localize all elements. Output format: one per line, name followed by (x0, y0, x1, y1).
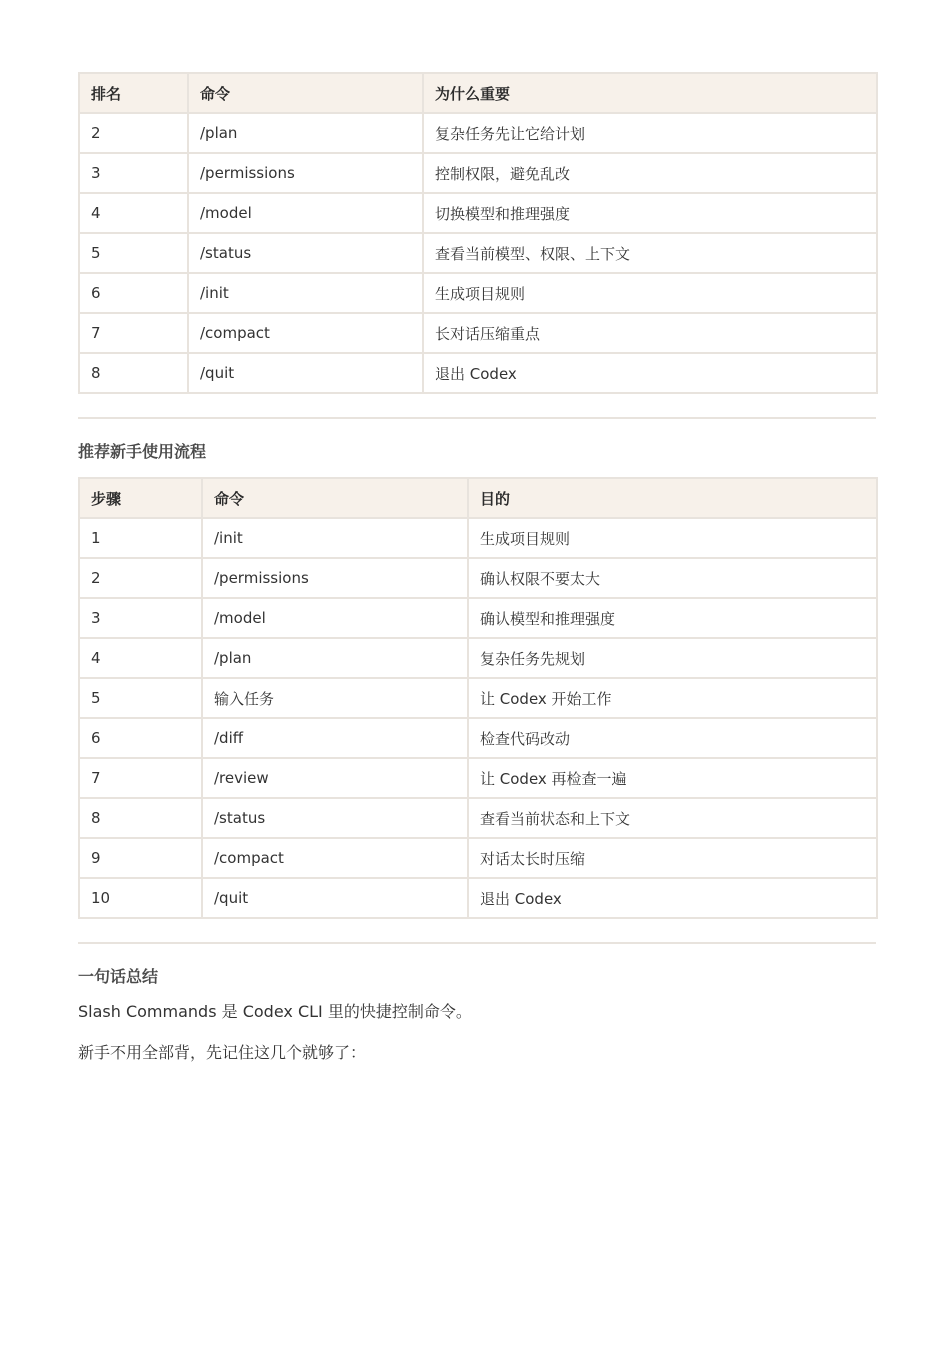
table-row (79, 153, 877, 193)
section-divider (78, 942, 876, 944)
workflow-table (78, 477, 878, 919)
purpose-cell: 对话太长时压缩 (468, 838, 877, 878)
table-row (79, 113, 877, 153)
summary-paragraph: Slash Commands 是 Codex CLI 里的快捷控制命令。 (78, 1002, 472, 1021)
column-header-command: 命令 (202, 478, 468, 518)
column-header-importance: 为什么重要 (423, 73, 877, 113)
importance-cell: 退出 Codex (423, 353, 877, 393)
table-row (79, 678, 877, 718)
table-row (79, 718, 877, 758)
command-cell: /quit (202, 878, 468, 918)
importance-cell: 查看当前模型、权限、上下文 (423, 233, 877, 273)
rank-cell: 8 (79, 353, 188, 393)
purpose-cell: 生成项目规则 (468, 518, 877, 558)
command-cell: /permissions (188, 153, 423, 193)
table-row (79, 193, 877, 233)
ranking-table (78, 72, 878, 394)
table-row (79, 558, 877, 598)
table-row (79, 233, 877, 273)
summary-heading: 一句话总结 (78, 967, 159, 986)
document-page (78, 72, 876, 1064)
command-cell: /init (188, 273, 423, 313)
step-cell: 6 (79, 718, 202, 758)
step-cell: 9 (79, 838, 202, 878)
purpose-cell: 退出 Codex (468, 878, 877, 918)
importance-cell: 长对话压缩重点 (423, 313, 877, 353)
command-cell: /quit (188, 353, 423, 393)
summary-paragraph: 新手不用全部背，先记住这几个就够了： (78, 1043, 367, 1062)
importance-cell: 生成项目规则 (423, 273, 877, 313)
command-cell: /status (202, 798, 468, 838)
section-divider (78, 417, 876, 419)
column-header-command: 命令 (188, 73, 423, 113)
rank-cell: 6 (79, 273, 188, 313)
step-cell: 3 (79, 598, 202, 638)
step-cell: 10 (79, 878, 202, 918)
workflow-heading: 推荐新手使用流程 (78, 442, 207, 461)
command-cell: 输入任务 (202, 678, 468, 718)
command-cell: /compact (188, 313, 423, 353)
table-header-row (79, 73, 877, 113)
purpose-cell: 查看当前状态和上下文 (468, 798, 877, 838)
rank-cell: 4 (79, 193, 188, 233)
step-cell: 8 (79, 798, 202, 838)
importance-cell: 控制权限，避免乱改 (423, 153, 877, 193)
importance-cell: 复杂任务先让它给计划 (423, 113, 877, 153)
purpose-cell: 复杂任务先规划 (468, 638, 877, 678)
rank-cell: 7 (79, 313, 188, 353)
command-cell: /diff (202, 718, 468, 758)
table-row (79, 838, 877, 878)
purpose-cell: 让 Codex 开始工作 (468, 678, 877, 718)
step-cell: 4 (79, 638, 202, 678)
table-row (79, 273, 877, 313)
table-header-row (79, 478, 877, 518)
table-row (79, 353, 877, 393)
command-cell: /plan (202, 638, 468, 678)
table-row (79, 798, 877, 838)
column-header-step: 步骤 (79, 478, 202, 518)
rank-cell: 2 (79, 113, 188, 153)
command-cell: /model (202, 598, 468, 638)
rank-cell: 5 (79, 233, 188, 273)
step-cell: 7 (79, 758, 202, 798)
column-header-rank: 排名 (79, 73, 188, 113)
step-cell: 2 (79, 558, 202, 598)
column-header-purpose: 目的 (468, 478, 877, 518)
command-cell: /plan (188, 113, 423, 153)
table-row (79, 598, 877, 638)
purpose-cell: 让 Codex 再检查一遍 (468, 758, 877, 798)
purpose-cell: 确认模型和推理强度 (468, 598, 877, 638)
command-cell: /compact (202, 838, 468, 878)
table-row (79, 313, 877, 353)
command-cell: /init (202, 518, 468, 558)
command-cell: /review (202, 758, 468, 798)
purpose-cell: 确认权限不要太大 (468, 558, 877, 598)
command-cell: /model (188, 193, 423, 233)
table-row (79, 638, 877, 678)
step-cell: 1 (79, 518, 202, 558)
command-cell: /status (188, 233, 423, 273)
importance-cell: 切换模型和推理强度 (423, 193, 877, 233)
step-cell: 5 (79, 678, 202, 718)
table-row (79, 518, 877, 558)
table-row (79, 878, 877, 918)
rank-cell: 3 (79, 153, 188, 193)
table-row (79, 758, 877, 798)
command-cell: /permissions (202, 558, 468, 598)
purpose-cell: 检查代码改动 (468, 718, 877, 758)
